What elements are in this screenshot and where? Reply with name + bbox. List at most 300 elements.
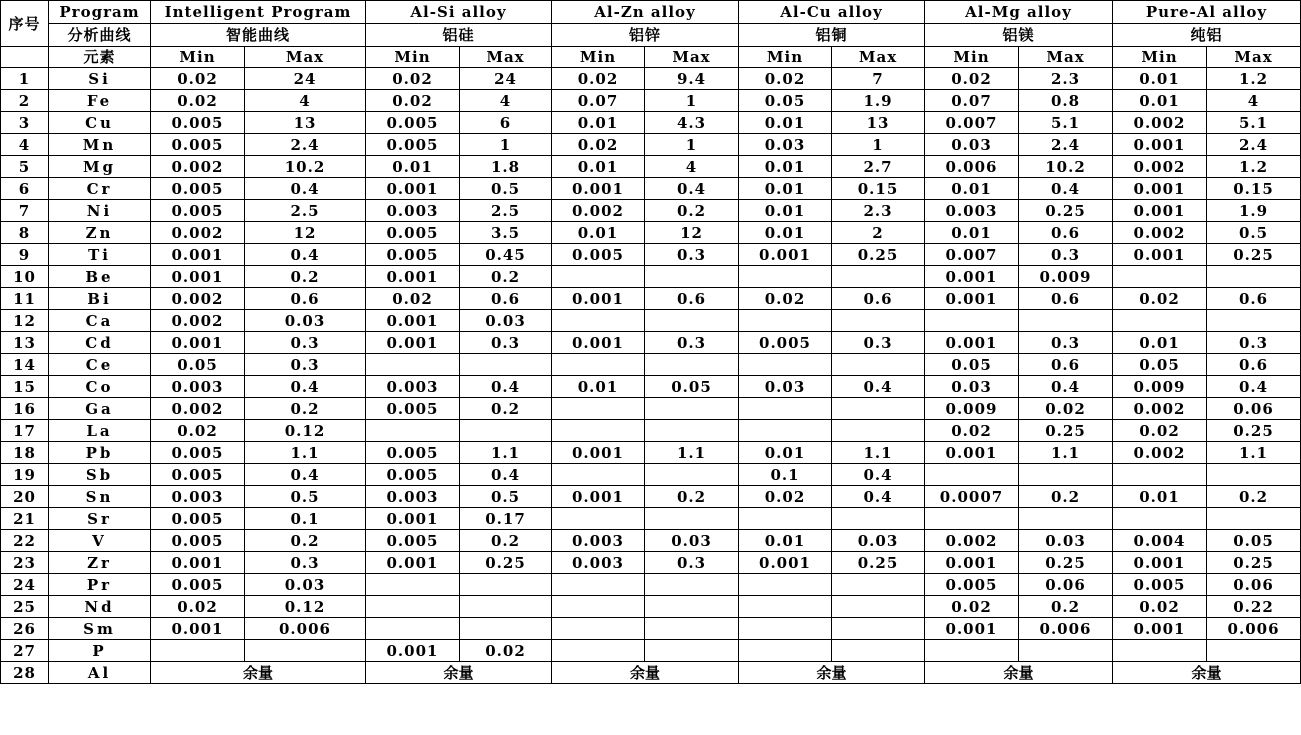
min-value-cell: 0.005: [151, 112, 245, 134]
max-value-cell: 0.3: [645, 332, 739, 354]
table-row: [1, 464, 1301, 486]
max-value-cell: [460, 574, 552, 596]
max-value-cell: 0.03: [460, 310, 552, 332]
min-value-cell: 0.005: [151, 178, 245, 200]
max-value-cell: 0.3: [245, 552, 366, 574]
min-value-cell: [552, 420, 645, 442]
table-row: [1, 266, 1301, 288]
max-value-cell: 0.006: [1019, 618, 1113, 640]
min-value-cell: 0.004: [1113, 530, 1207, 552]
element-symbol: Fe: [49, 90, 151, 112]
max-value-cell: 0.2: [245, 266, 366, 288]
max-value-cell: 0.6: [1207, 354, 1301, 376]
min-value-cell: 0.009: [925, 398, 1019, 420]
min-value-cell: 0.01: [739, 156, 832, 178]
remainder-cell: 余量: [552, 662, 739, 684]
max-value-cell: 0.5: [1207, 222, 1301, 244]
max-header: Max: [245, 47, 366, 68]
min-value-cell: 0.001: [1113, 618, 1207, 640]
element-symbol: Nd: [49, 596, 151, 618]
row-number: 3: [1, 112, 49, 134]
element-symbol: Pr: [49, 574, 151, 596]
min-value-cell: [552, 464, 645, 486]
max-header: Max: [460, 47, 552, 68]
max-value-cell: 0.6: [832, 288, 925, 310]
min-header: Min: [366, 47, 460, 68]
max-value-cell: 2.5: [460, 200, 552, 222]
min-value-cell: 0.002: [1113, 442, 1207, 464]
row-number: 1: [1, 68, 49, 90]
max-value-cell: [460, 420, 552, 442]
max-value-cell: 0.4: [245, 376, 366, 398]
group-header-zh: 铝硅: [366, 24, 552, 47]
group-header-zh: 纯铝: [1113, 24, 1301, 47]
element-symbol: Sm: [49, 618, 151, 640]
max-value-cell: [645, 398, 739, 420]
max-value-cell: 0.03: [645, 530, 739, 552]
max-value-cell: [460, 354, 552, 376]
max-value-cell: [832, 266, 925, 288]
header-row-group-names: [1, 1, 1301, 24]
max-value-cell: 13: [832, 112, 925, 134]
min-value-cell: 0.01: [925, 178, 1019, 200]
min-value-cell: 0.02: [925, 420, 1019, 442]
element-symbol: Ga: [49, 398, 151, 420]
min-value-cell: 0.002: [925, 530, 1019, 552]
max-value-cell: 4: [460, 90, 552, 112]
max-header: Max: [1019, 47, 1113, 68]
max-value-cell: 0.4: [460, 464, 552, 486]
min-value-cell: 0.02: [366, 288, 460, 310]
min-value-cell: 0.001: [366, 310, 460, 332]
min-value-cell: [739, 398, 832, 420]
max-value-cell: 0.25: [1207, 552, 1301, 574]
group-header-en: Al-Cu alloy: [739, 1, 925, 24]
max-value-cell: 0.009: [1019, 266, 1113, 288]
min-value-cell: 0.01: [925, 222, 1019, 244]
element-symbol: Sn: [49, 486, 151, 508]
min-value-cell: 0.001: [925, 332, 1019, 354]
min-value-cell: [366, 574, 460, 596]
min-value-cell: 0.003: [366, 486, 460, 508]
min-value-cell: 0.002: [1113, 222, 1207, 244]
max-value-cell: 10.2: [245, 156, 366, 178]
max-value-cell: [1207, 508, 1301, 530]
min-value-cell: [151, 640, 245, 662]
min-value-cell: [739, 354, 832, 376]
max-value-cell: 0.02: [460, 640, 552, 662]
max-value-cell: [1207, 640, 1301, 662]
min-value-cell: 0.01: [1113, 90, 1207, 112]
row-number: 25: [1, 596, 49, 618]
min-value-cell: 0.009: [1113, 376, 1207, 398]
table-row: [1, 398, 1301, 420]
max-value-cell: [245, 640, 366, 662]
min-value-cell: 0.002: [1113, 112, 1207, 134]
element-header: 元素: [49, 47, 151, 68]
row-number: 23: [1, 552, 49, 574]
min-value-cell: [1113, 508, 1207, 530]
min-value-cell: 0.01: [1113, 486, 1207, 508]
element-symbol: Mn: [49, 134, 151, 156]
table-row: [1, 596, 1301, 618]
min-value-cell: 0.001: [151, 618, 245, 640]
group-header-zh: 铝锌: [552, 24, 739, 47]
row-number: 18: [1, 442, 49, 464]
min-value-cell: 0.001: [151, 266, 245, 288]
max-value-cell: 0.3: [1207, 332, 1301, 354]
min-value-cell: 0.001: [925, 442, 1019, 464]
max-value-cell: 0.4: [832, 464, 925, 486]
max-value-cell: 0.25: [832, 552, 925, 574]
max-value-cell: 0.4: [1207, 376, 1301, 398]
max-value-cell: 0.25: [832, 244, 925, 266]
min-value-cell: 0.02: [151, 420, 245, 442]
max-value-cell: 0.2: [1207, 486, 1301, 508]
max-value-cell: [645, 618, 739, 640]
table-row: [1, 156, 1301, 178]
max-value-cell: [832, 420, 925, 442]
min-value-cell: 0.02: [1113, 288, 1207, 310]
min-value-cell: 0.01: [1113, 332, 1207, 354]
max-value-cell: 0.5: [460, 178, 552, 200]
min-value-cell: 0.02: [366, 90, 460, 112]
row-number: 4: [1, 134, 49, 156]
min-value-cell: 0.002: [151, 398, 245, 420]
min-value-cell: 0.003: [366, 200, 460, 222]
min-value-cell: [552, 354, 645, 376]
min-value-cell: 0.001: [151, 244, 245, 266]
table-row: [1, 486, 1301, 508]
min-value-cell: [1113, 640, 1207, 662]
max-value-cell: [460, 618, 552, 640]
group-header-zh: 铝镁: [925, 24, 1113, 47]
min-value-cell: 0.002: [151, 288, 245, 310]
max-value-cell: 0.3: [460, 332, 552, 354]
group-header-zh: 智能曲线: [151, 24, 366, 47]
max-value-cell: 0.6: [460, 288, 552, 310]
remainder-cell: 余量: [1113, 662, 1301, 684]
group-header-en: Intelligent Program: [151, 1, 366, 24]
header-row-minmax: [1, 47, 1301, 68]
table-row: [1, 376, 1301, 398]
min-value-cell: 0.005: [151, 508, 245, 530]
max-header: Max: [1207, 47, 1301, 68]
max-header: Max: [645, 47, 739, 68]
row-number: 6: [1, 178, 49, 200]
min-value-cell: [925, 640, 1019, 662]
max-value-cell: 0.25: [1019, 200, 1113, 222]
min-value-cell: 0.002: [1113, 156, 1207, 178]
table-row: [1, 508, 1301, 530]
table-row: [1, 178, 1301, 200]
min-value-cell: 0.001: [1113, 552, 1207, 574]
max-value-cell: 0.03: [245, 574, 366, 596]
element-symbol: Cu: [49, 112, 151, 134]
max-value-cell: [832, 354, 925, 376]
max-value-cell: 0.03: [1019, 530, 1113, 552]
element-symbol: Cr: [49, 178, 151, 200]
max-value-cell: 12: [645, 222, 739, 244]
min-value-cell: 0.03: [925, 376, 1019, 398]
min-value-cell: 0.005: [1113, 574, 1207, 596]
min-value-cell: 0.02: [925, 68, 1019, 90]
seq-header: 序号: [1, 1, 49, 47]
row-number: 20: [1, 486, 49, 508]
remainder-cell: 余量: [151, 662, 366, 684]
element-symbol: La: [49, 420, 151, 442]
max-value-cell: [645, 596, 739, 618]
max-value-cell: 4.3: [645, 112, 739, 134]
max-value-cell: 5.1: [1207, 112, 1301, 134]
max-value-cell: 0.25: [1207, 244, 1301, 266]
min-value-cell: 0.005: [366, 398, 460, 420]
table-row: [1, 288, 1301, 310]
element-symbol: Sr: [49, 508, 151, 530]
table-row: [1, 310, 1301, 332]
max-value-cell: 0.4: [1019, 178, 1113, 200]
max-value-cell: 2.4: [245, 134, 366, 156]
min-value-cell: 0.002: [552, 200, 645, 222]
element-symbol: Sb: [49, 464, 151, 486]
min-value-cell: 0.005: [925, 574, 1019, 596]
max-header: Max: [832, 47, 925, 68]
min-value-cell: 0.001: [366, 552, 460, 574]
min-value-cell: [739, 596, 832, 618]
min-value-cell: 0.005: [151, 464, 245, 486]
min-header: Min: [1113, 47, 1207, 68]
table-row: [1, 574, 1301, 596]
min-value-cell: 0.05: [151, 354, 245, 376]
min-value-cell: [552, 310, 645, 332]
min-value-cell: 0.005: [151, 200, 245, 222]
min-value-cell: 0.001: [925, 618, 1019, 640]
blank-header-cell: [1, 47, 49, 68]
min-value-cell: 0.005: [366, 112, 460, 134]
min-value-cell: 0.005: [366, 530, 460, 552]
max-value-cell: 1: [460, 134, 552, 156]
row-number: 9: [1, 244, 49, 266]
max-value-cell: 0.2: [1019, 486, 1113, 508]
max-value-cell: 1.8: [460, 156, 552, 178]
max-value-cell: 2.3: [832, 200, 925, 222]
table-row: [1, 354, 1301, 376]
min-value-cell: 0.02: [552, 68, 645, 90]
min-value-cell: 0.002: [151, 156, 245, 178]
row-number: 14: [1, 354, 49, 376]
element-symbol: Zn: [49, 222, 151, 244]
max-value-cell: 1.1: [832, 442, 925, 464]
min-value-cell: 0.005: [739, 332, 832, 354]
remainder-cell: 余量: [925, 662, 1113, 684]
min-value-cell: 0.005: [366, 464, 460, 486]
header-row-group-names-zh: [1, 24, 1301, 47]
min-value-cell: 0.01: [552, 376, 645, 398]
max-value-cell: 0.6: [245, 288, 366, 310]
min-header: Min: [552, 47, 645, 68]
min-value-cell: [739, 420, 832, 442]
max-value-cell: 1.1: [645, 442, 739, 464]
min-value-cell: [552, 640, 645, 662]
max-value-cell: 10.2: [1019, 156, 1113, 178]
max-value-cell: 1: [645, 90, 739, 112]
max-value-cell: [645, 354, 739, 376]
min-value-cell: [552, 596, 645, 618]
row-number: 28: [1, 662, 49, 684]
remainder-cell: 余量: [739, 662, 925, 684]
max-value-cell: 0.4: [832, 376, 925, 398]
row-number: 21: [1, 508, 49, 530]
max-value-cell: 0.03: [245, 310, 366, 332]
max-value-cell: [1207, 310, 1301, 332]
table-row: [1, 244, 1301, 266]
max-value-cell: 1.1: [245, 442, 366, 464]
element-symbol: Ce: [49, 354, 151, 376]
min-value-cell: 0.02: [925, 596, 1019, 618]
min-value-cell: 0.01: [739, 222, 832, 244]
max-value-cell: 2: [832, 222, 925, 244]
min-value-cell: 0.002: [1113, 398, 1207, 420]
min-value-cell: [1113, 464, 1207, 486]
max-value-cell: 0.2: [645, 200, 739, 222]
min-value-cell: 0.003: [552, 530, 645, 552]
max-value-cell: [645, 464, 739, 486]
min-value-cell: 0.001: [552, 442, 645, 464]
min-value-cell: 0.005: [366, 222, 460, 244]
min-value-cell: 0.001: [552, 178, 645, 200]
table-row: [1, 552, 1301, 574]
min-value-cell: 0.001: [739, 244, 832, 266]
min-value-cell: 0.005: [366, 244, 460, 266]
max-value-cell: 0.22: [1207, 596, 1301, 618]
min-value-cell: 0.001: [552, 332, 645, 354]
table-row: [1, 332, 1301, 354]
element-symbol: Si: [49, 68, 151, 90]
max-value-cell: 0.2: [645, 486, 739, 508]
min-value-cell: 0.02: [151, 68, 245, 90]
min-value-cell: [1113, 310, 1207, 332]
max-value-cell: [460, 596, 552, 618]
min-value-cell: 0.02: [739, 68, 832, 90]
element-symbol: Cd: [49, 332, 151, 354]
min-value-cell: [552, 398, 645, 420]
table-row: [1, 420, 1301, 442]
element-symbol: Ca: [49, 310, 151, 332]
table-row: [1, 90, 1301, 112]
row-number: 8: [1, 222, 49, 244]
min-value-cell: [552, 574, 645, 596]
element-symbol: V: [49, 530, 151, 552]
min-value-cell: 0.003: [151, 376, 245, 398]
min-value-cell: 0.01: [366, 156, 460, 178]
max-value-cell: 1: [645, 134, 739, 156]
min-value-cell: 0.007: [925, 244, 1019, 266]
max-value-cell: [1019, 640, 1113, 662]
min-value-cell: 0.001: [925, 288, 1019, 310]
row-number: 16: [1, 398, 49, 420]
min-value-cell: 0.05: [925, 354, 1019, 376]
max-value-cell: 1.9: [832, 90, 925, 112]
max-value-cell: 6: [460, 112, 552, 134]
min-value-cell: 0.001: [1113, 134, 1207, 156]
min-value-cell: 0.02: [1113, 420, 1207, 442]
min-value-cell: [366, 596, 460, 618]
max-value-cell: 0.6: [1019, 288, 1113, 310]
max-value-cell: 0.3: [1019, 332, 1113, 354]
table-row: [1, 442, 1301, 464]
max-value-cell: 0.4: [1019, 376, 1113, 398]
min-value-cell: [739, 266, 832, 288]
max-value-cell: 0.15: [1207, 178, 1301, 200]
min-value-cell: [925, 464, 1019, 486]
min-value-cell: 0.003: [925, 200, 1019, 222]
table-row: [1, 112, 1301, 134]
min-value-cell: [366, 618, 460, 640]
min-value-cell: 0.01: [739, 200, 832, 222]
max-value-cell: 7: [832, 68, 925, 90]
group-header-en: Pure-Al alloy: [1113, 1, 1301, 24]
max-value-cell: 0.3: [245, 354, 366, 376]
min-value-cell: 0.05: [1113, 354, 1207, 376]
row-number: 10: [1, 266, 49, 288]
max-value-cell: 0.5: [245, 486, 366, 508]
min-value-cell: 0.1: [739, 464, 832, 486]
max-value-cell: 12: [245, 222, 366, 244]
row-number: 15: [1, 376, 49, 398]
max-value-cell: 0.25: [1019, 420, 1113, 442]
max-value-cell: 0.25: [1019, 552, 1113, 574]
max-value-cell: 1: [832, 134, 925, 156]
min-value-cell: [1113, 266, 1207, 288]
max-value-cell: [645, 574, 739, 596]
element-symbol: Mg: [49, 156, 151, 178]
min-value-cell: 0.005: [151, 574, 245, 596]
max-value-cell: 0.3: [245, 332, 366, 354]
max-value-cell: 0.15: [832, 178, 925, 200]
max-value-cell: 13: [245, 112, 366, 134]
min-value-cell: 0.005: [151, 442, 245, 464]
max-value-cell: 0.4: [460, 376, 552, 398]
min-value-cell: 0.005: [366, 442, 460, 464]
max-value-cell: 0.1: [245, 508, 366, 530]
min-value-cell: [739, 618, 832, 640]
row-number: 12: [1, 310, 49, 332]
min-value-cell: 0.05: [739, 90, 832, 112]
min-value-cell: 0.07: [925, 90, 1019, 112]
max-value-cell: 1.1: [1019, 442, 1113, 464]
min-header: Min: [739, 47, 832, 68]
group-header-en: Al-Si alloy: [366, 1, 552, 24]
min-value-cell: 0.003: [552, 552, 645, 574]
max-value-cell: 0.06: [1207, 574, 1301, 596]
table-row: [1, 134, 1301, 156]
min-value-cell: 0.03: [739, 134, 832, 156]
min-value-cell: 0.02: [151, 596, 245, 618]
min-value-cell: 0.001: [739, 552, 832, 574]
min-value-cell: 0.02: [1113, 596, 1207, 618]
min-value-cell: 0.01: [739, 178, 832, 200]
max-value-cell: [832, 618, 925, 640]
max-value-cell: 0.12: [245, 596, 366, 618]
row-number: 24: [1, 574, 49, 596]
max-value-cell: 0.2: [460, 530, 552, 552]
min-value-cell: 0.005: [151, 530, 245, 552]
row-number: 27: [1, 640, 49, 662]
max-value-cell: 2.7: [832, 156, 925, 178]
row-number: 7: [1, 200, 49, 222]
min-value-cell: 0.005: [552, 244, 645, 266]
min-value-cell: [366, 354, 460, 376]
